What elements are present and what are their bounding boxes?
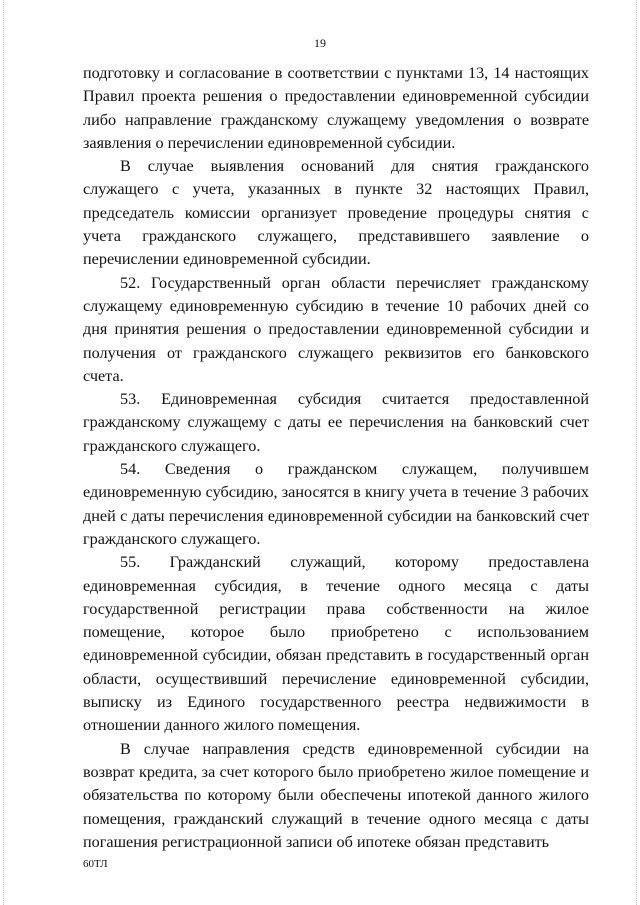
paragraph-continuation: подготовку и согласование в соответствии с пунктами 13, 14 настоящих Правил проекта решения о предоставлении единовременной субсидии либо направление гражданскому служащему уведомления о возврате заявления о перечислении единовременной субсидии. <box>83 64 589 152</box>
paragraph-clause-52: 52. Государственный орган области перечисляет гражданскому служащему единовременную субсидию в течение 10 рабочих дней со дня принятия решения о предоставлении единовременной субсидии и получения от гражданского служащего реквизитов его банковского счета. <box>83 273 589 385</box>
document-body <box>83 62 589 854</box>
paragraph-clause-54: 54. Сведения о гражданском служащем, получившем единовременную субсидию, заносятся в книгу учета в течение 3 рабочих дней с даты перечисления единовременной субсидии на банковский счет гражданского служащего. <box>83 460 589 548</box>
paragraph-credit-repayment: В случае направления средств единовременной субсидии на возврат кредита, за счет которого было приобретено жилое помещение и обязательства по которому были обеспечены ипотекой данного жилого помещения, гражданский служащий в течение одного месяца с даты погашения регистрационной записи об ипотеке обязан представить <box>83 739 589 851</box>
page-right-edge <box>636 0 640 905</box>
paragraph-clause-55: 55. Гражданский служащий, которому предоставлена единовременная субсидия, в течение одного месяца с даты государственной регистрации права собственности на жилое помещение, которое было приобретено с использованием единовременной субсидии, обязан представить в государственный орган области, осуществивший перечисление единовременной субсидии, выписку из Единого государственного реестра недвижимости в отношении данного жилого помещения. <box>83 553 589 735</box>
paragraph-deregistration: В случае выявления оснований для снятия гражданского служащего с учета, указанных в пункте 32 настоящих Правил, председатель комиссии организует проведение процедуры снятия с учета гражданского служащего, представившего заявление о перечислении единовременной субсидии. <box>83 157 589 269</box>
footer-document-code: 60ТЛ <box>83 858 108 870</box>
page-left-edge <box>0 0 4 905</box>
page-number: 19 <box>314 36 326 50</box>
paragraph-clause-53: 53. Единовременная субсидия считается предоставленной гражданскому служащему с даты ее перечисления на банковский счет гражданского служащего. <box>83 390 589 455</box>
